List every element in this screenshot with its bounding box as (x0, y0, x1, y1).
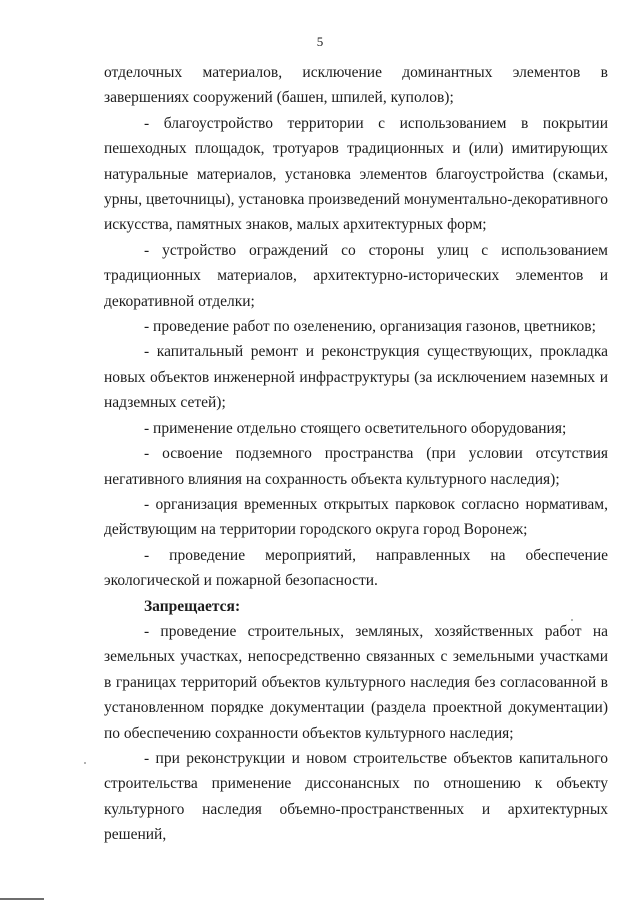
scan-speck (84, 762, 86, 764)
continuation-paragraph: отделочных материалов, исключение доминантных элементов в завершениях сооружений (башен, шпилей, куполов); (104, 64, 608, 107)
allowed-item-parking: - организация временных открытых парковок согласно нормативам, действующим на территории городского округа город Воронеж; (104, 495, 608, 539)
allowed-item-fences: - устройство ограждений со стороны улиц с использованием традиционных материалов, архитектурно-исторических элементов и декоративной отделки; (104, 241, 608, 310)
allowed-item-lighting: - применение отдельно стоящего осветительного оборудования; (144, 419, 567, 437)
prohibited-heading: Запрещается: (144, 597, 241, 615)
allowed-item-safety: - проведение мероприятий, направленных на обеспечение экологической и пожарной безопасности. (104, 546, 608, 590)
scan-speck (571, 619, 573, 621)
allowed-item-landscaping: - благоустройство территории с использованием в покрытии пешеходных площадок, тротуаров традиционных и (или) имитирующих натуральные материалов, установка элементов благоустройства (скамьи, урны, цветочницы), установка произведений монументально-декоративного искусства, памятных знаков, малых архитектурных форм; (104, 114, 608, 234)
document-body (104, 60, 608, 848)
allowed-item-underground: - освоение подземного пространства (при условии отсутствия негативного влияния на сохранность объекта культурного наследия); (104, 445, 608, 488)
allowed-item-greening: - проведение работ по озеленению, организация газонов, цветников; (144, 318, 596, 336)
prohibited-item-reconstruction: - при реконструкции и новом строительстве объектов капитального строительства применение диссонансных по отношению к объекту культурного наследия объемно-пространственных и архитектурных решений, (104, 749, 608, 844)
allowed-item-engineering: - капитальный ремонт и реконструкция существующих, прокладка новых объектов инженерной инфраструктуры (за исключением наземных и надземных сетей); (104, 343, 608, 412)
page-number: 5 (316, 34, 324, 49)
prohibited-item-works: - проведение строительных, земляных, хозяйственных работ на земельных участках, непосредственно связанных с земельными участками в границах территорий объектов культурного наследия без согласованной в установленном порядке документации (раздела проектной документации) по обеспечению сохранности объектов культурного наследия; (104, 622, 608, 742)
